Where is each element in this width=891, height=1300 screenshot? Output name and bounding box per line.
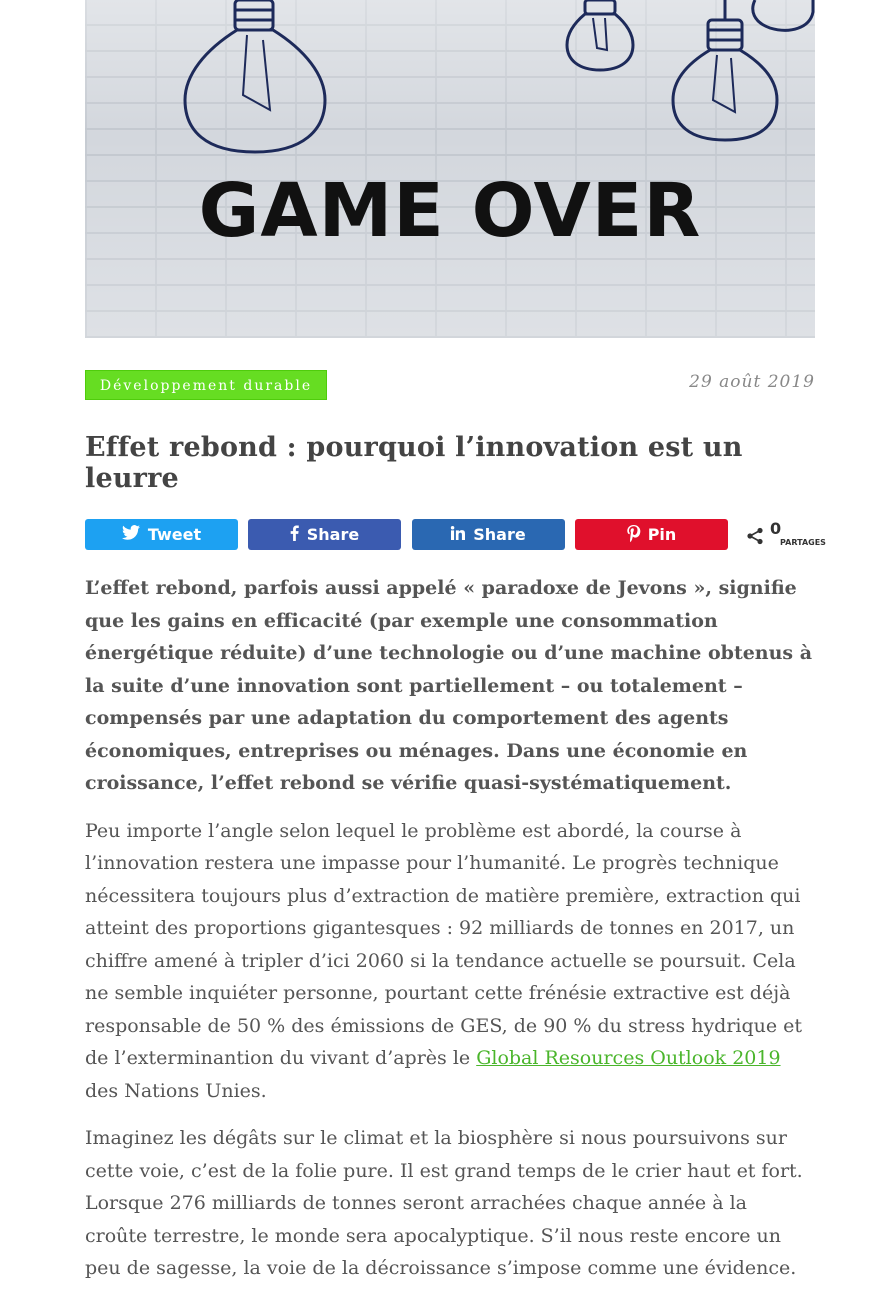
hero-image [85,0,815,338]
facebook-f-icon [290,525,299,545]
post-date: 29 août 2019 [689,372,815,392]
facebook-share-button[interactable] [248,519,401,550]
hero-title: GAME OVER [198,168,702,254]
article-lead: L’effet rebond, parfois aussi appelé « paradoxe de Jevons », signifie que les gains en efficacité (par exemple une consommation énergétique réduite) d’une technologie ou d’une machine obtenus à la suite d’une innovation sont partiellement – ou totalement – compensés par une adaptation du comportement des agents économiques, entreprises ou ménages. Dans une économie en croissance, l’effet rebond se vérifie quasi-systématiquement. [85,577,813,794]
share-bar [85,519,826,551]
linkedin-in-icon [451,526,465,544]
linkedin-share-button[interactable] [412,519,565,550]
pinterest-pin-button[interactable] [575,519,728,550]
share-count [743,519,826,551]
twitter-bird-icon [122,525,140,544]
category-badge[interactable]: Développement durable [85,370,327,400]
paragraph-2-text-end: des Nations Unies. [85,1079,267,1102]
article-paragraph-3: Imaginez les dégâts sur le climat et la biosphère si nous poursuivons sur cette voie, c’est de la folie pure. Il est grand temps de le crier haut et fort. Lorsque 276 milliards de tonnes seront arrachées chaque année à la croûte terrestre, le monde sera apocalyptique. S’il nous reste encore un peu de sagesse, la voie de la décroissance s’impose comme une évidence. [85,1127,803,1279]
paragraph-2-text-start: Peu importe l’angle selon lequel le problème est abordé, la course à l’innovation restera une impasse pour l’humanité. Le progrès technique nécessitera toujours plus d’extraction de matière première, extraction qui atteint des proportions gigantesques : 92 milliards de tonnes en 2017, un chiffre amené à tripler d’ici 2060 si la tendance actuelle se poursuit. Cela ne semble inquiéter personne, pourtant cette frénésie extractive est déjà responsable de 50 % des émissions de GES, de 90 % du stress hydrique et de l’exterminantion du vivant d’après le [85,819,803,1069]
article-paragraph-2 [85,815,815,1108]
tweet-button[interactable] [85,519,238,550]
global-resources-outlook-link[interactable]: Global Resources Outlook 2019 [476,1047,781,1069]
pinterest-p-icon [627,525,640,545]
article-body [85,572,815,1300]
share-icon [746,527,764,545]
linkedin-share-label: Share [473,525,526,544]
facebook-share-label: Share [306,525,360,544]
article-title: Effet rebond : pourquoi l’innovation est un leurre [85,432,743,494]
pinterest-pin-label: Pin [647,525,677,544]
tweet-label: Tweet [147,525,202,544]
share-count-label: PARTAGES [780,538,826,547]
share-count-number: 0 [770,519,782,538]
